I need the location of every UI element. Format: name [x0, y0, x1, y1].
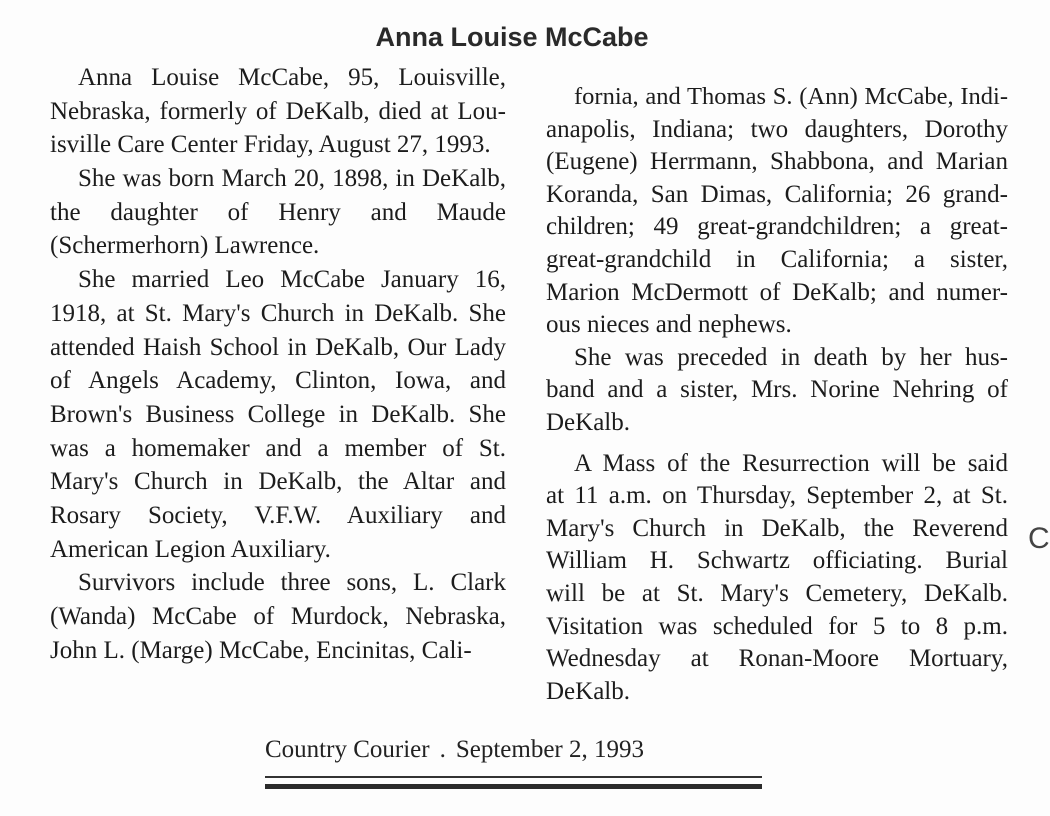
publication-date: September 2, 1993 [455, 736, 644, 763]
paragraph [546, 81, 1008, 342]
paragraph [546, 342, 1008, 440]
text-line: Nebraska, formerly of DeKalb, died at Lou- [50, 97, 506, 125]
obituary-title: Anna Louise McCabe [375, 22, 649, 52]
paragraph [546, 448, 1008, 709]
text-line: John L. (Marge) McCabe, Encinitas, Cali- [50, 636, 472, 664]
text-line: She was preceded in death by her hus- [574, 343, 1008, 371]
text-line: anapolis, Indiana; two daughters, Dorothy [546, 115, 1008, 143]
text-line: Brown's Business College in DeKalb. She [50, 400, 506, 428]
text-line: Marion McDermott of DeKalb; and numer- [546, 278, 1008, 306]
text-line: (Schermerhorn) Lawrence. [50, 232, 320, 260]
text-line: Mary's Church in DeKalb, the Altar and [50, 468, 506, 496]
right-column [546, 81, 1008, 708]
text-line: ous nieces and nephews. [546, 311, 792, 339]
text-line: band and a sister, Mrs. Norine Nehring of [546, 376, 1008, 404]
text-line: isville Care Center Friday, August 27, 1993. [50, 131, 491, 159]
text-line: American Legion Auxiliary. [50, 535, 331, 563]
text-line: Wednesday at Ronan-Moore Mortuary, [546, 645, 1008, 673]
paragraph [50, 61, 506, 162]
text-line: of Angels Academy, Clinton, Iowa, and [50, 367, 506, 395]
left-column [50, 61, 506, 667]
clipped-edge-letter: C [1028, 522, 1050, 555]
text-line: A Mass of the Resurrection will be said [574, 449, 1008, 477]
text-line: the daughter of Henry and Maude [50, 198, 506, 226]
text-line: She was born March 20, 1898, in DeKalb, [78, 165, 506, 193]
separator: . [439, 736, 446, 763]
text-line: DeKalb. [546, 408, 630, 436]
text-line: fornia, and Thomas S. (Ann) McCabe, Indi- [574, 83, 1008, 110]
text-line: (Eugene) Herrmann, Shabbona, and Marian [546, 148, 1008, 176]
divider-thick [265, 784, 762, 789]
text-line: Mary's Church in DeKalb, the Reverend [546, 514, 1008, 542]
text-line: great-grandchild in California; a sister, [546, 245, 1008, 273]
paragraph [50, 566, 506, 667]
text-line: William H. Schwartz officiating. Burial [546, 547, 1008, 575]
text-line: attended Haish School in DeKalb, Our Lady [50, 333, 506, 361]
divider-thin [265, 776, 762, 778]
text-line: 1918, at St. Mary's Church in DeKalb. She [50, 299, 506, 327]
paragraph [50, 263, 506, 566]
text-line: Koranda, San Dimas, California; 26 grand- [546, 180, 1008, 208]
text-line: Visitation was scheduled for 5 to 8 p.m. [546, 612, 1008, 640]
text-line: will be at St. Mary's Cemetery, DeKalb. [546, 579, 1008, 607]
publication-name: Country Courier [265, 736, 430, 763]
text-line: children; 49 great-grandchildren; a great- [546, 213, 1008, 241]
paragraph [50, 162, 506, 263]
text-line: was a homemaker and a member of St. [50, 434, 506, 462]
text-line: Survivors include three sons, L. Clark [78, 569, 506, 597]
text-line: Rosary Society, V.F.W. Auxiliary and [50, 501, 506, 529]
text-line: She married Leo McCabe January 16, [78, 266, 506, 294]
text-line: at 11 a.m. on Thursday, September 2, at St. [546, 482, 1008, 510]
text-line: DeKalb. [546, 677, 630, 705]
text-line: Anna Louise McCabe, 95, Louisville, [78, 64, 506, 91]
source-citation [265, 736, 745, 764]
text-line: (Wanda) McCabe of Murdock, Nebraska, [50, 603, 506, 630]
